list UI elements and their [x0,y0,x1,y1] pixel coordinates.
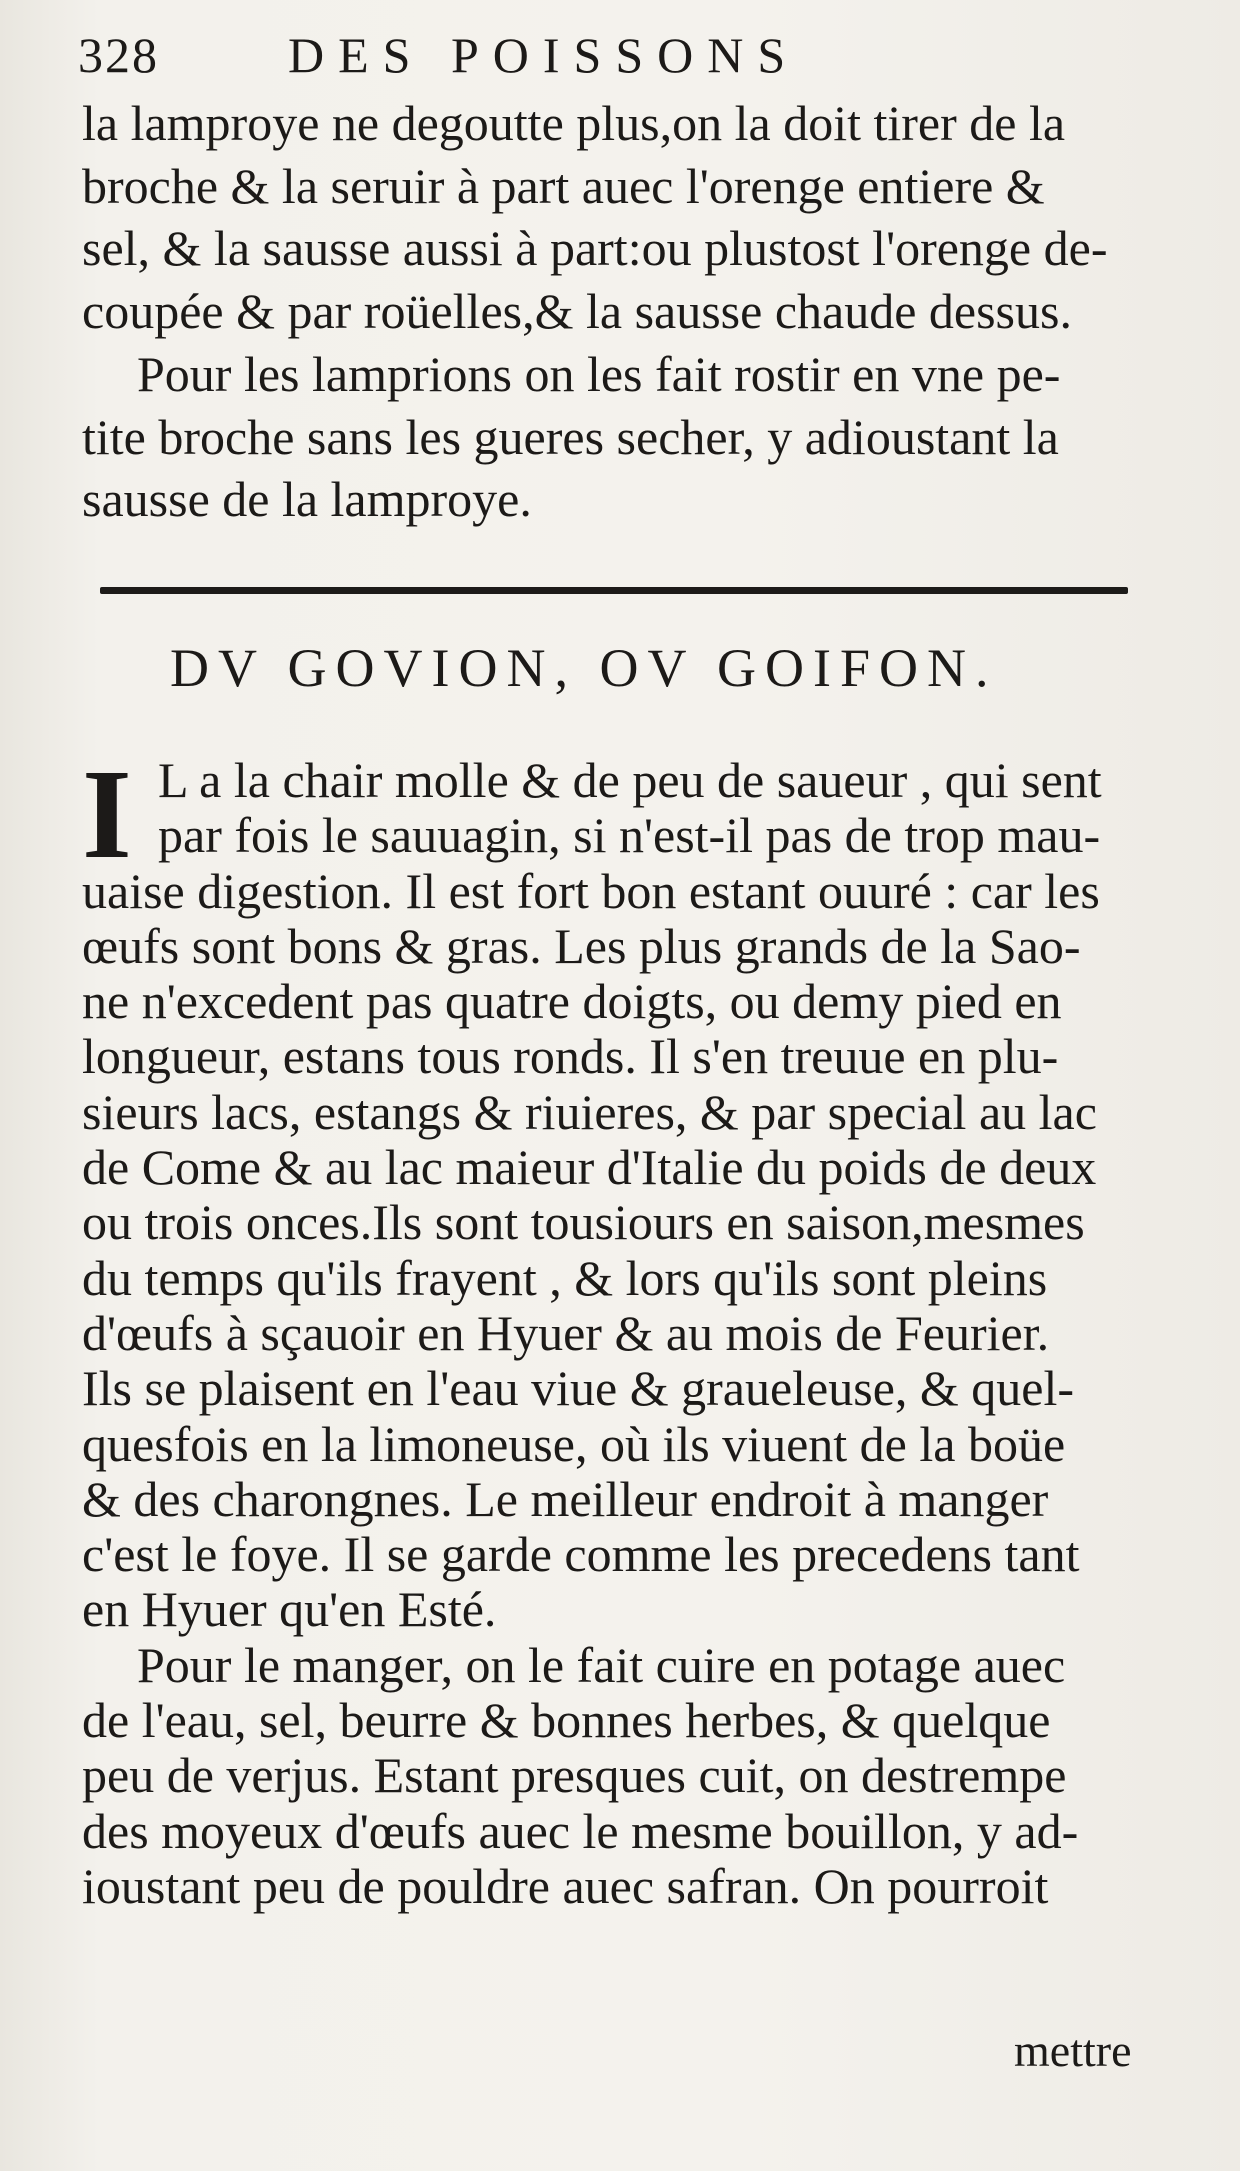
text-line: Pour le manger, on le fait cuire en potage auec [137,1636,1066,1693]
text-line: tite broche sans les gueres secher, y adioustant la [82,408,1059,465]
text-line: & des charongnes. Le meilleur endroit à manger [82,1470,1049,1527]
text-line: ne n'excedent pas quatre doigts, ou demy pied en [82,973,1062,1030]
text-line: de l'eau, sel, beurre & bonnes herbes, & quelque [82,1692,1051,1749]
text-line: sieurs lacs, estangs & riuieres, & par special au lac [82,1083,1097,1140]
text-line: L a la chair molle & de peu de saueur , qui sent [158,752,1102,808]
text-line: longueur, estans tous ronds. Il s'en treuue en plu- [82,1028,1059,1085]
text-line: uaise digestion. Il est fort bon estant ouuré : car les [82,862,1100,919]
text-line: Ils se plaisent en l'eau viue & graueleuse, & quel- [82,1360,1075,1417]
text-line: par fois le sauuagin, si n'est-il pas de trop mau- [158,807,1101,864]
continued-paragraph [82,92,1132,342]
drop-cap: I [82,743,132,885]
section-divider [100,587,1128,594]
text-line: ioustant peu de pouldre auec safran. On pourroit [82,1857,1049,1914]
text-line: des moyeux d'œufs auec le mesme bouillon, y ad- [82,1802,1079,1859]
first-paragraph [82,743,1142,1914]
text-line: en Hyuer qu'en Esté. [82,1581,497,1638]
text-line: œufs sont bons & gras. Les plus grands de la Sao- [82,917,1081,974]
dropcap-lines [82,753,1142,864]
text-line: de Come & au lac maieur d'Italie du poids de deux [82,1139,1097,1196]
page-number: 328 [78,27,159,83]
running-title: DES POISSONS [288,27,800,83]
text-line: broche & la seruir à part auec l'orenge entiere & [82,157,1045,214]
lamprions-paragraph [82,343,1132,531]
running-header [78,20,1138,90]
text-line: Pour les lamprions on les fait rostir en vne pe- [137,346,1061,402]
text-line: du temps qu'ils frayent , & lors qu'ils sont pleins [82,1249,1048,1306]
text-line: quesfois en la limoneuse, où ils viuent de la boüe [82,1415,1066,1472]
text-line: peu de verjus. Estant presques cuit, on destrempe [82,1747,1067,1804]
text-line: ou trois onces.Ils sont tousiours en saison,mesmes [82,1194,1085,1251]
text-line: d'œufs à sçauoir en Hyuer & au mois de Feurier. [82,1304,1050,1361]
text-line: sausse de la lamproye. [82,471,532,527]
section-heading: DV GOVION, OV GOIFON. [170,638,998,698]
text-line: la lamproye ne degoutte plus,on la doit tirer de la [82,95,1066,151]
text-line: sel, & la sausse aussi à part:ou plustost l'orenge de- [82,220,1108,276]
text-line: c'est le foye. Il se garde comme les precedens tant [82,1526,1080,1583]
text-line: coupée & par roüelles,& la sausse chaude dessus. [82,282,1072,339]
catchword: mettre [1014,2025,1132,2076]
